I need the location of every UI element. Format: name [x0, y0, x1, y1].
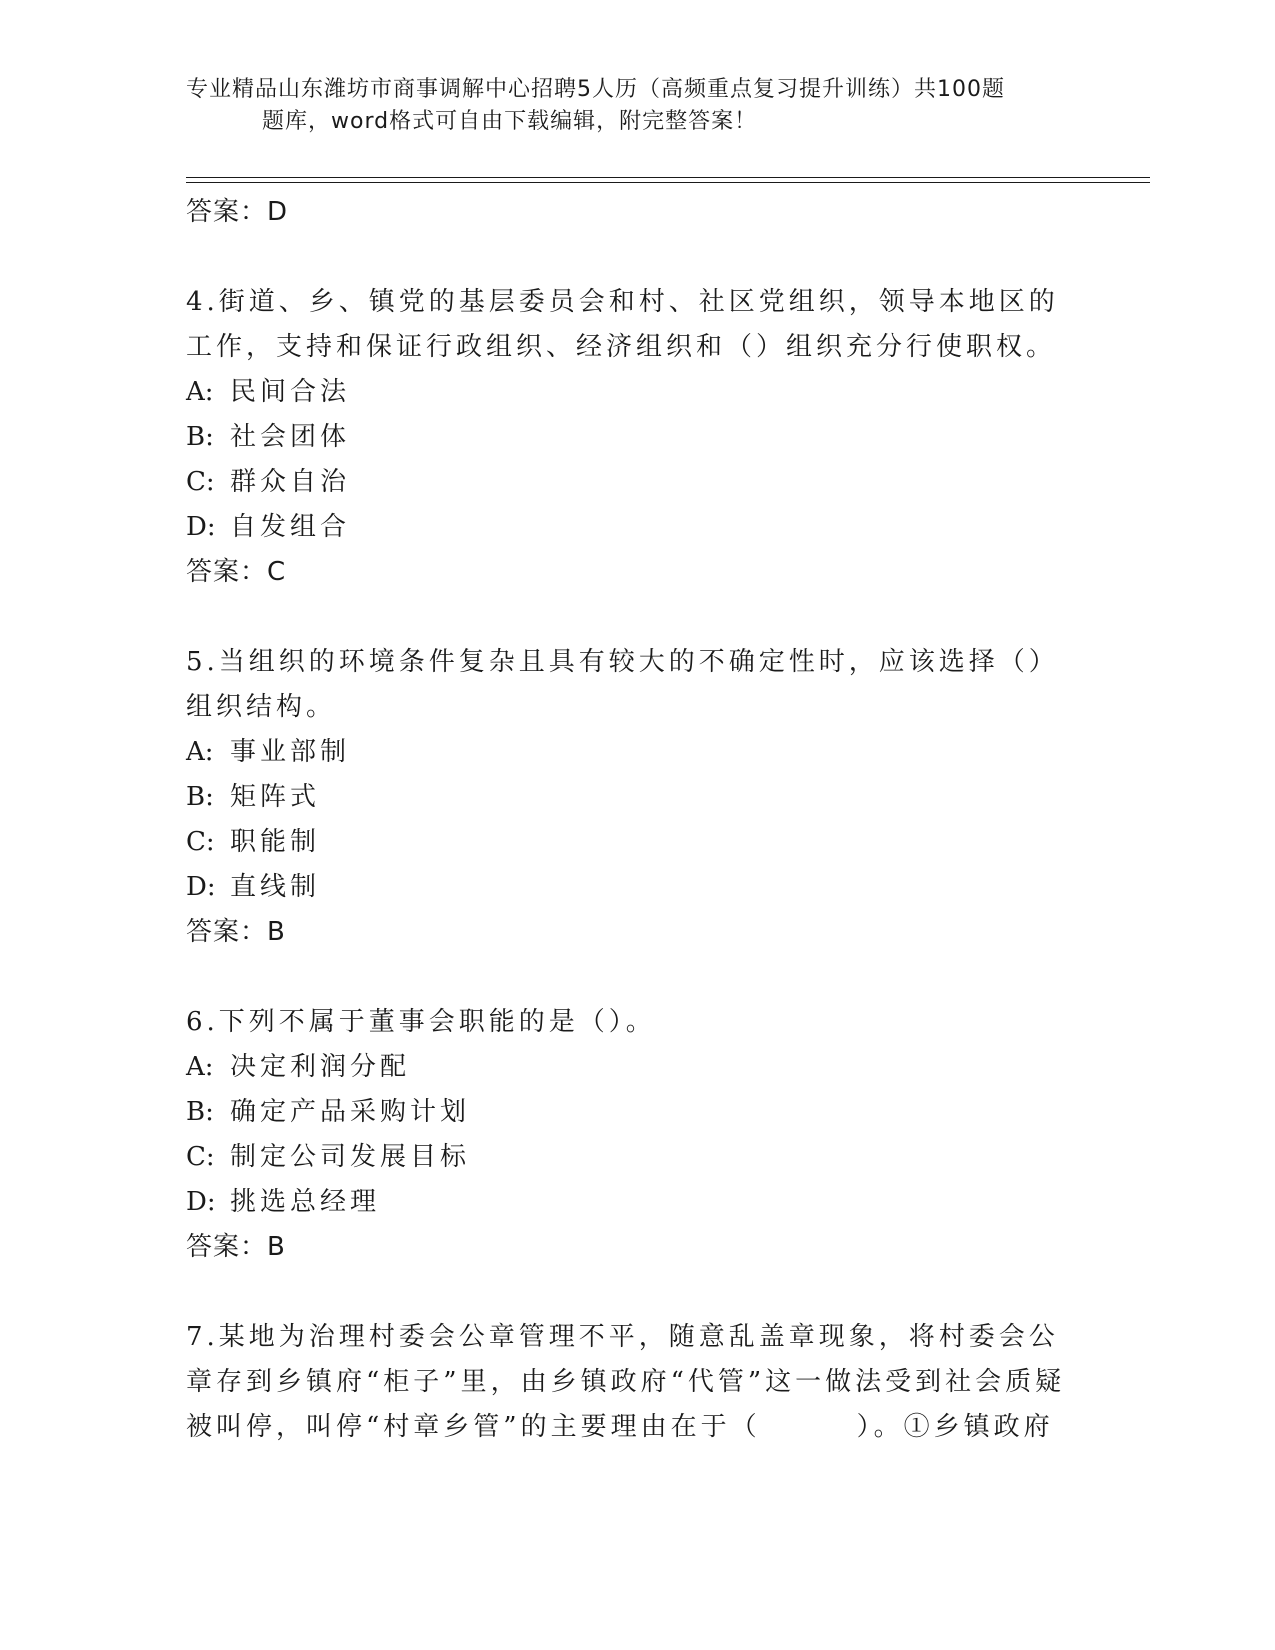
- option-key: A:: [186, 737, 214, 767]
- option-text: 社会团体: [230, 422, 351, 452]
- option-a: [186, 370, 1066, 415]
- option-text: 确定产品采购计划: [230, 1097, 471, 1127]
- question-stem-part1: 7.某地为治理村委会公章管理不平，随意乱盖章现象，将村委会公章存到乡镇府“柜子”里，由乡镇政府“代管”这一做法受到社会质疑被叫停，叫停“村章乡管”的主要理由在于（: [186, 1322, 1066, 1442]
- header-rule-top: [186, 177, 1150, 178]
- option-c: [186, 820, 1066, 865]
- header-title-line2: 题库，word格式可自由下载编辑，附完整答案！: [262, 109, 758, 134]
- option-key: C:: [186, 1142, 215, 1172]
- question-6: [186, 1000, 1066, 1270]
- question-5: [186, 640, 1066, 955]
- question-stem: 6.下列不属于董事会职能的是（）。: [186, 1007, 656, 1037]
- option-key: D:: [186, 1187, 216, 1217]
- option-c: [186, 460, 1066, 505]
- option-key: B:: [186, 422, 214, 452]
- option-text: 自发组合: [230, 512, 351, 542]
- option-a: [186, 730, 1066, 775]
- option-key: C:: [186, 467, 215, 497]
- option-text: 群众自治: [230, 467, 351, 497]
- header-title-line1: 专业精品山东潍坊市商事调解中心招聘5人历（高频重点复习提升训练）共100题: [186, 77, 1005, 102]
- answer: 答案：C: [186, 557, 287, 587]
- option-d: [186, 1180, 1066, 1225]
- answer: 答案：B: [186, 1232, 286, 1262]
- answer-previous: 答案：D: [186, 197, 289, 227]
- option-key: D:: [186, 872, 216, 902]
- option-b: [186, 1090, 1066, 1135]
- option-b: [186, 415, 1066, 460]
- question-7: [186, 1315, 1066, 1450]
- option-key: B:: [186, 1097, 214, 1127]
- option-c: [186, 1135, 1066, 1180]
- option-key: A:: [186, 377, 214, 407]
- option-text: 职能制: [230, 827, 321, 857]
- option-text: 矩阵式: [230, 782, 321, 812]
- question-stem: 4.街道、乡、镇党的基层委员会和村、社区党组织，领导本地区的工作，支持和保证行政组织、经济组织和（）组织充分行使职权。: [186, 287, 1059, 362]
- option-text: 事业部制: [230, 737, 351, 767]
- option-key: D:: [186, 512, 216, 542]
- option-text: 挑选总经理: [230, 1187, 381, 1217]
- option-key: B:: [186, 782, 214, 812]
- option-d: [186, 865, 1066, 910]
- option-text: 直线制: [230, 872, 321, 902]
- question-4: [186, 280, 1066, 595]
- option-key: A:: [186, 1052, 214, 1082]
- question-stem: 5.当组织的环境条件复杂且具有较大的不确定性时，应该选择（）组织结构。: [186, 647, 1059, 722]
- document-header: [186, 74, 1086, 138]
- option-text: 决定利润分配: [230, 1052, 411, 1082]
- header-rule-bottom: [186, 182, 1150, 183]
- question-list: [186, 190, 1066, 1450]
- question-stem: [186, 1315, 1066, 1450]
- option-key: C:: [186, 827, 215, 857]
- option-a: [186, 1045, 1066, 1090]
- option-b: [186, 775, 1066, 820]
- question-stem-part2: ）。①乡镇政府: [856, 1412, 1054, 1442]
- option-d: [186, 505, 1066, 550]
- option-text: 制定公司发展目标: [230, 1142, 471, 1172]
- answer: 答案：B: [186, 917, 286, 947]
- option-text: 民间合法: [230, 377, 351, 407]
